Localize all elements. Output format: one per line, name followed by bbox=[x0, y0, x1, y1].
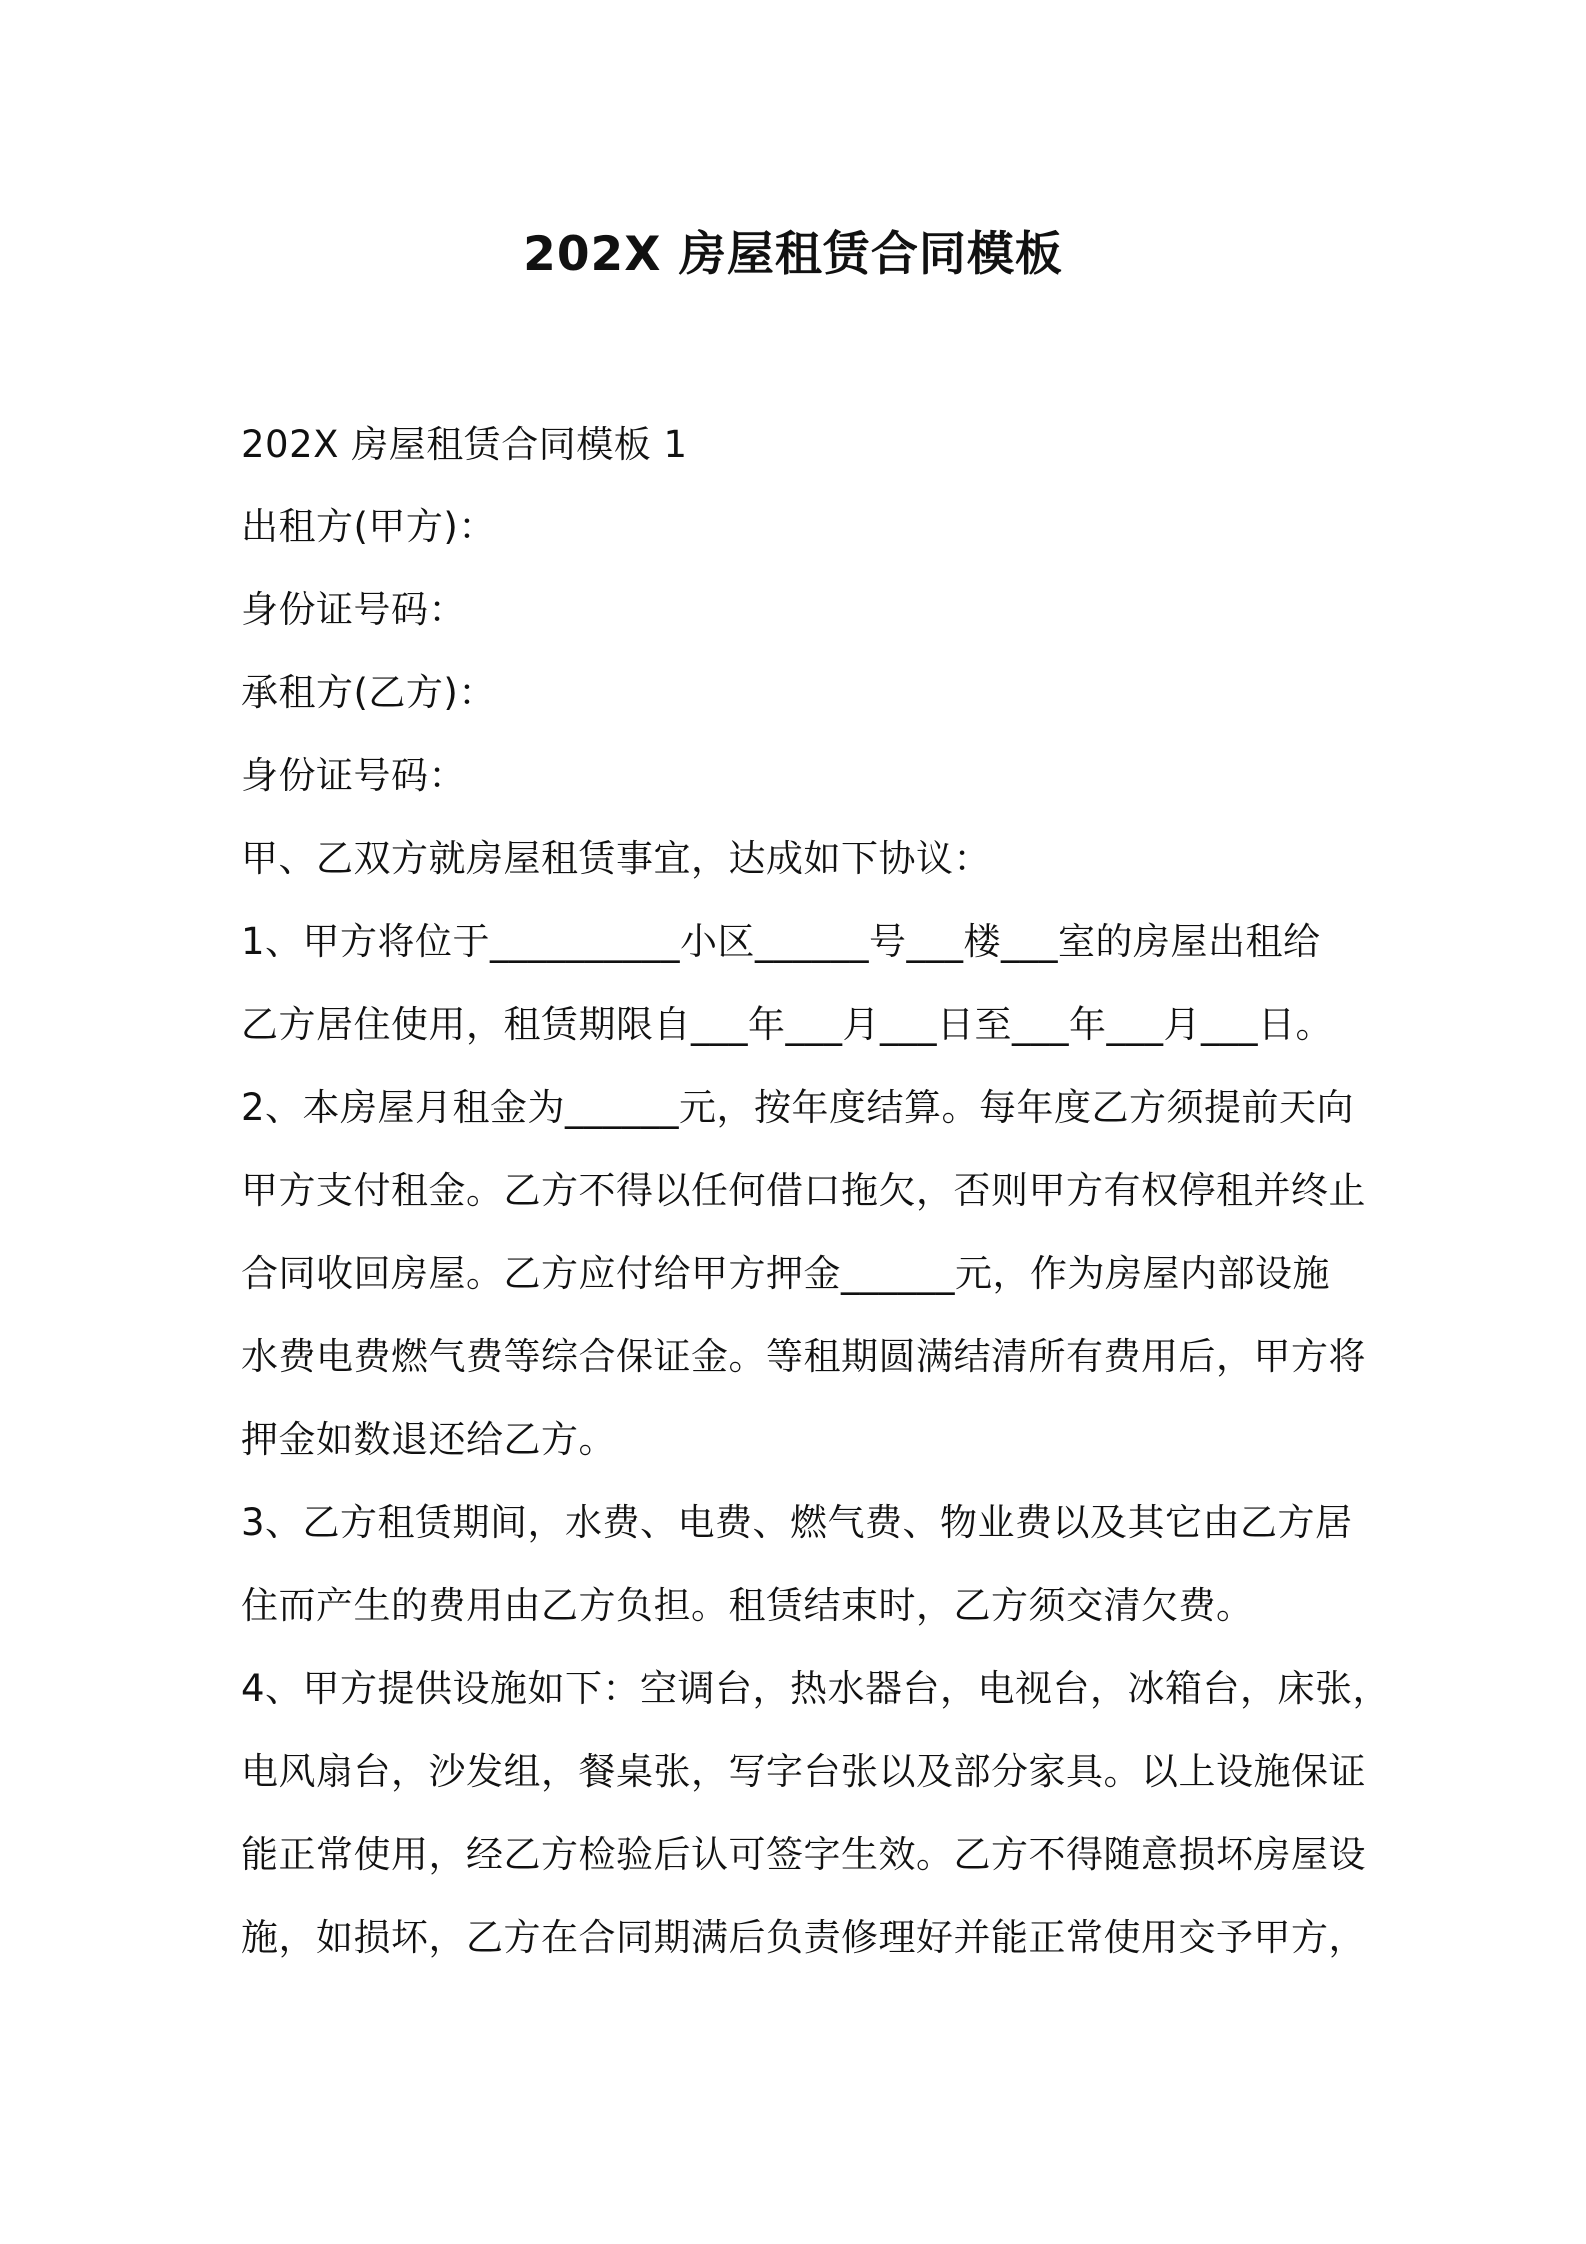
clause-4-line-1: 4、甲方提供设施如下：空调台，热水器台，电视台，冰箱台，床张， bbox=[241, 1667, 1391, 1710]
lessor-line: 出租方(甲方)： bbox=[241, 505, 496, 548]
clause-3-line-1: 3、乙方租赁期间，水费、电费、燃气费、物业费以及其它由乙方居 bbox=[241, 1501, 1353, 1544]
clause-1-line-1: 1、甲方将位于__________小区______号___楼___室的房屋出租给 bbox=[241, 920, 1321, 963]
clause-4-line-2: 电风扇台，沙发组，餐桌张，写字台张以及部分家具。以上设施保证 bbox=[241, 1750, 1366, 1793]
clause-2-line-3: 合同收回房屋。乙方应付给甲方押金______元，作为房屋内部设施 bbox=[241, 1252, 1330, 1295]
clause-1-line-2: 乙方居住使用，租赁期限自___年___月___日至___年___月___日。 bbox=[241, 1003, 1333, 1046]
lessee-id-line: 身份证号码： bbox=[241, 754, 466, 797]
clause-2-line-1: 2、本房屋月租金为______元，按年度结算。每年度乙方须提前天向 bbox=[241, 1086, 1355, 1129]
clause-2-line-4: 水费电费燃气费等综合保证金。等租期圆满结清所有费用后，甲方将 bbox=[241, 1335, 1366, 1378]
document-title: 202X 房屋租赁合同模板 bbox=[523, 227, 1063, 282]
agreement-intro-line: 甲、乙双方就房屋租赁事宜，达成如下协议： bbox=[241, 837, 991, 880]
clause-2-line-2: 甲方支付租金。乙方不得以任何借口拖欠，否则甲方有权停租并终止 bbox=[241, 1169, 1366, 1212]
clause-4-line-4: 施，如损坏，乙方在合同期满后负责修理好并能正常使用交予甲方， bbox=[241, 1916, 1366, 1959]
clause-2-line-5: 押金如数退还给乙方。 bbox=[241, 1418, 616, 1461]
subtitle-line: 202X 房屋租赁合同模板 1 bbox=[241, 423, 688, 466]
lessor-id-line: 身份证号码： bbox=[241, 588, 466, 631]
clause-4-line-3: 能正常使用，经乙方检验后认可签字生效。乙方不得随意损坏房屋设 bbox=[241, 1833, 1366, 1876]
clause-3-line-2: 住而产生的费用由乙方负担。租赁结束时，乙方须交清欠费。 bbox=[241, 1584, 1254, 1627]
lessee-line: 承租方(乙方)： bbox=[241, 671, 496, 714]
